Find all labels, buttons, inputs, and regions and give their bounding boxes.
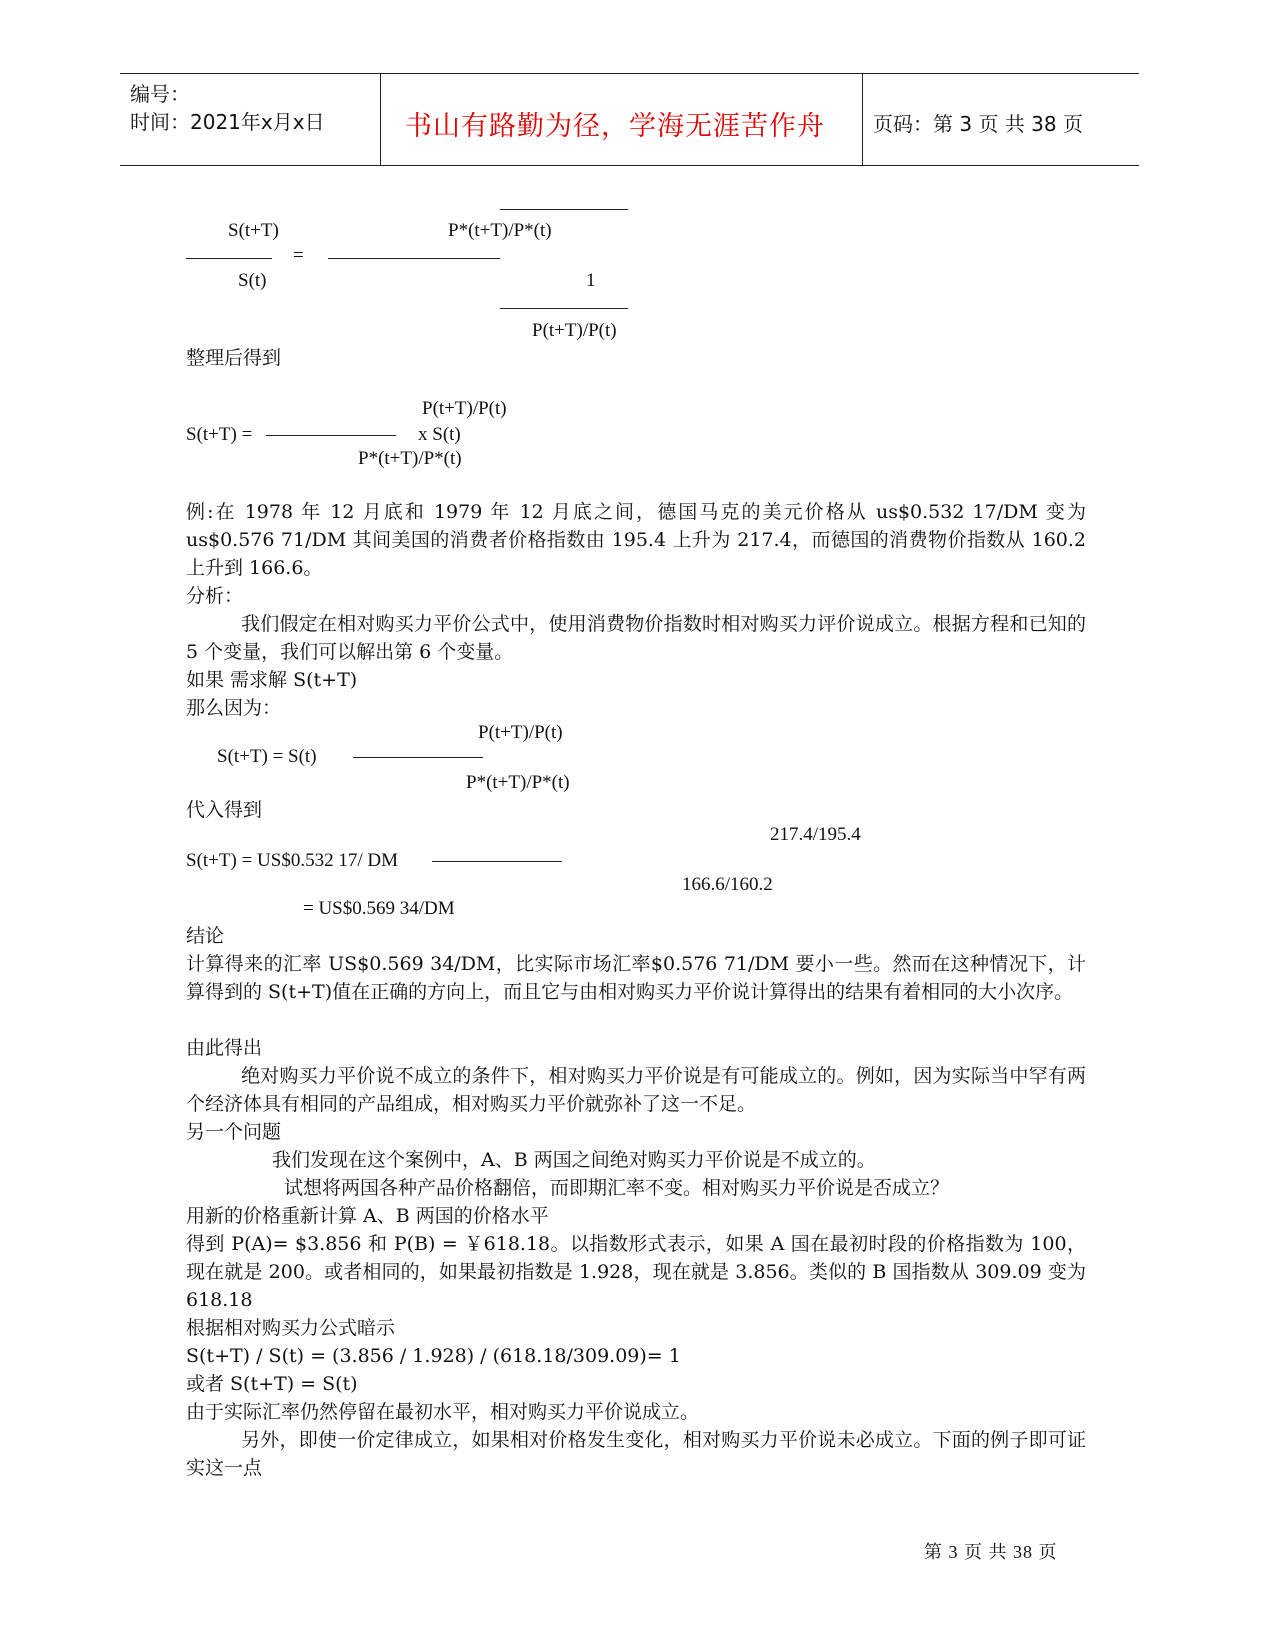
formula2-lhs: S(t+T) =	[186, 424, 253, 445]
page-footer: 第 3 页 共 38 页	[924, 1542, 1058, 1562]
header-divider-left	[380, 73, 381, 165]
formula3-lhs: S(t+T) = S(t)	[217, 746, 317, 767]
formula1-equals: =	[293, 245, 304, 266]
if-line: 如果 需求解 S(t+T)	[186, 669, 358, 691]
recalc-line: 用新的价格重新计算 A、B 两国的价格水平	[186, 1205, 549, 1227]
header-time-label: 时间：2021年x月x日	[130, 110, 325, 134]
formula4-result: = US$0.569 34/DM	[303, 898, 455, 919]
hint-formula: S(t+T) / S(t) = (3.856 / 1.928) / (618.18/309.09)= 1	[186, 1345, 681, 1367]
formula4-lhs: S(t+T) = US$0.532 17/ DM	[186, 850, 398, 871]
formula1-lhs-numerator: S(t+T)	[228, 220, 279, 241]
formula2-times: x S(t)	[418, 424, 461, 445]
another-line-1: 我们发现在这个案例中，A、B 两国之间绝对购买力平价说是不成立的。	[272, 1149, 876, 1171]
conclusion-paragraph: 计算得来的汇率 US$0.569 34/DM，比实际市场汇率$0.576 71/DM 要小一些。然而在这种情况下，计算得到的 S(t+T)值在正确的方向上，而且它与由相对购买力平价说计算得出的结果有着相同的大小次序。	[186, 953, 1086, 1003]
stays-line: 由于实际汇率仍然停留在最初水平，相对购买力平价说成立。	[186, 1401, 700, 1423]
hint-label: 根据相对购买力公式暗示	[186, 1317, 396, 1339]
text-after-arrange: 整理后得到	[186, 347, 282, 369]
formula1-lhs-fraction-bar	[186, 258, 272, 259]
header-divider-right	[862, 73, 863, 165]
formula1-sub-fraction-bar	[500, 308, 628, 309]
or-line: 或者 S(t+T) = S(t)	[186, 1373, 358, 1395]
formula2-numerator: P(t+T)/P(t)	[422, 398, 507, 419]
formula1-rhs-middle: 1	[586, 270, 596, 291]
header-number-label: 编号：	[130, 82, 190, 106]
formula2-denominator: P*(t+T)/P*(t)	[358, 448, 462, 469]
formula1-rhs-denominator: P(t+T)/P(t)	[532, 320, 617, 341]
example-paragraph: 例:在 1978 年 12 月底和 1979 年 12 月底之间，德国马克的美元价格从 us$0.532 17/DM 变为 us$0.576 71/DM 其间美国的消费者价格指数由 195.4 上升为 217.4，而德国的消费物价指数从 160.2 上升到 166.6。	[186, 501, 1086, 579]
formula4-fraction-bar	[432, 861, 562, 862]
formula3-numerator: P(t+T)/P(t)	[478, 722, 563, 743]
another-label: 另一个问题	[186, 1121, 282, 1143]
formula1-rhs-numerator: P*(t+T)/P*(t)	[448, 220, 552, 241]
result-paragraph: 得到 P(A)= $3.856 和 P(B) = ￥618.18。以指数形式表示，如果 A 国在最初时段的价格指数为 100，现在就是 200。或者相同的，如果最初指数是 1.928，现在就是 3.856。类似的 B 国指数从 309.09 变为 618.18	[186, 1233, 1086, 1311]
hence-paragraph: 绝对购买力平价说不成立的条件下，相对购买力平价说是有可能成立的。例如，因为实际当中罕有两个经济体具有相同的产品组成，相对购买力平价就弥补了这一不足。	[186, 1065, 1086, 1115]
formula4-numerator: 217.4/195.4	[770, 824, 861, 845]
because-line: 那么因为：	[186, 697, 282, 719]
hence-label: 由此得出	[186, 1037, 263, 1059]
formula3-denominator: P*(t+T)/P*(t)	[466, 772, 570, 793]
conclusion-label: 结论	[186, 925, 225, 947]
header-top-rule	[120, 73, 1139, 74]
header-page-info: 页码：第 3 页 共 38 页	[873, 112, 1083, 136]
formula3-fraction-bar	[353, 757, 483, 758]
formula1-overline	[500, 209, 628, 210]
header-bottom-rule	[120, 165, 1139, 166]
formula2-fraction-bar	[266, 435, 396, 436]
formula1-lhs-denominator: S(t)	[238, 270, 267, 291]
header-motto: 书山有路勤为径，学海无涯苦作舟	[405, 111, 825, 142]
formula4-denominator: 166.6/160.2	[682, 874, 773, 895]
analysis-label: 分析：	[186, 585, 244, 607]
substitute-line: 代入得到	[186, 799, 263, 821]
analysis-paragraph: 我们假定在相对购买力平价公式中，使用消费物价指数时相对购买力评价说成立。根据方程和已知的 5 个变量，我们可以解出第 6 个变量。	[186, 613, 1086, 663]
besides-paragraph: 另外，即使一价定律成立，如果相对价格发生变化，相对购买力平价说未必成立。下面的例子即可证实这一点	[186, 1429, 1086, 1479]
another-line-2: 试想将两国各种产品价格翻倍，而即期汇率不变。相对购买力平价说是否成立？	[284, 1177, 950, 1199]
formula1-rhs-fraction-bar	[328, 258, 500, 259]
